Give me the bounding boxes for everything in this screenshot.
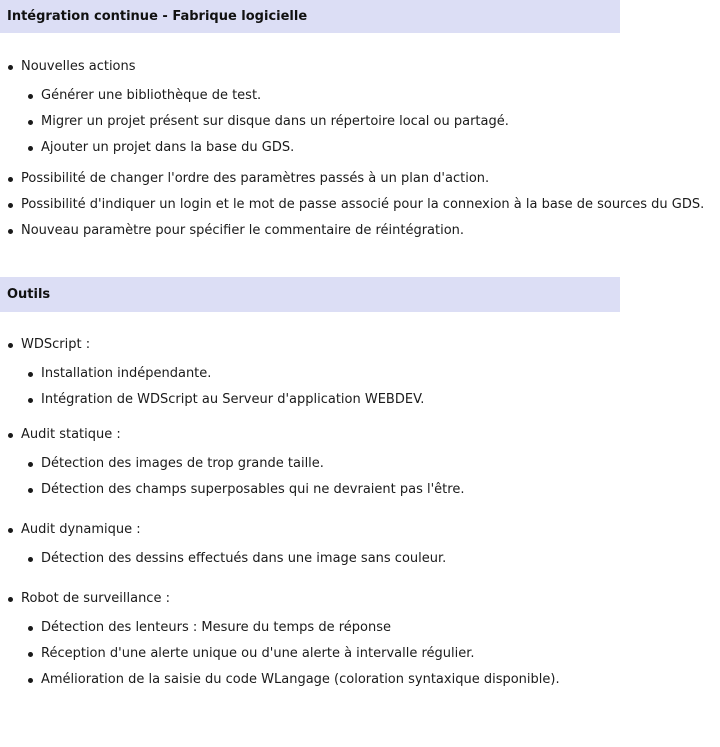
- list-item: Intégration de WDScript au Serveur d'application WEBDEV.: [41, 392, 425, 407]
- list-item: Amélioration de la saisie du code WLangage (coloration syntaxique disponible).: [41, 672, 560, 687]
- list-item: Audit dynamique :: [21, 522, 141, 537]
- list-item: Audit statique :: [21, 427, 121, 442]
- section-header-integration: [0, 0, 620, 33]
- list-item: Nouveau paramètre pour spécifier le commentaire de réintégration.: [21, 223, 465, 238]
- list-item: Ajouter un projet dans la base du GDS.: [41, 140, 295, 155]
- list-item: Nouvelles actions: [21, 59, 136, 74]
- list-item: Détection des champs superposables qui ne devraient pas l'être.: [41, 482, 465, 497]
- list-item: Réception d'une alerte unique ou d'une alerte à intervalle régulier.: [41, 646, 475, 661]
- list-item: Robot de surveillance :: [21, 591, 170, 606]
- section-header-outils: [0, 277, 620, 312]
- list-item: Détection des dessins effectués dans une image sans couleur.: [41, 551, 447, 566]
- list-item: Possibilité d'indiquer un login et le mot de passe associé pour la connexion à la base de sources du GDS.: [21, 197, 705, 212]
- list-item: Possibilité de changer l'ordre des paramètres passés à un plan d'action.: [21, 171, 490, 186]
- list-item: Générer une bibliothèque de test.: [41, 88, 262, 103]
- list-item: WDScript :: [21, 337, 91, 352]
- list-item: Migrer un projet présent sur disque dans un répertoire local ou partagé.: [41, 114, 509, 129]
- list-item: Détection des images de trop grande taille.: [41, 456, 324, 471]
- list-item: Détection des lenteurs : Mesure du temps de réponse: [41, 620, 391, 635]
- section-title: Intégration continue - Fabrique logicielle: [7, 9, 308, 24]
- list-item: Installation indépendante.: [41, 366, 212, 381]
- section-title: Outils: [7, 287, 51, 302]
